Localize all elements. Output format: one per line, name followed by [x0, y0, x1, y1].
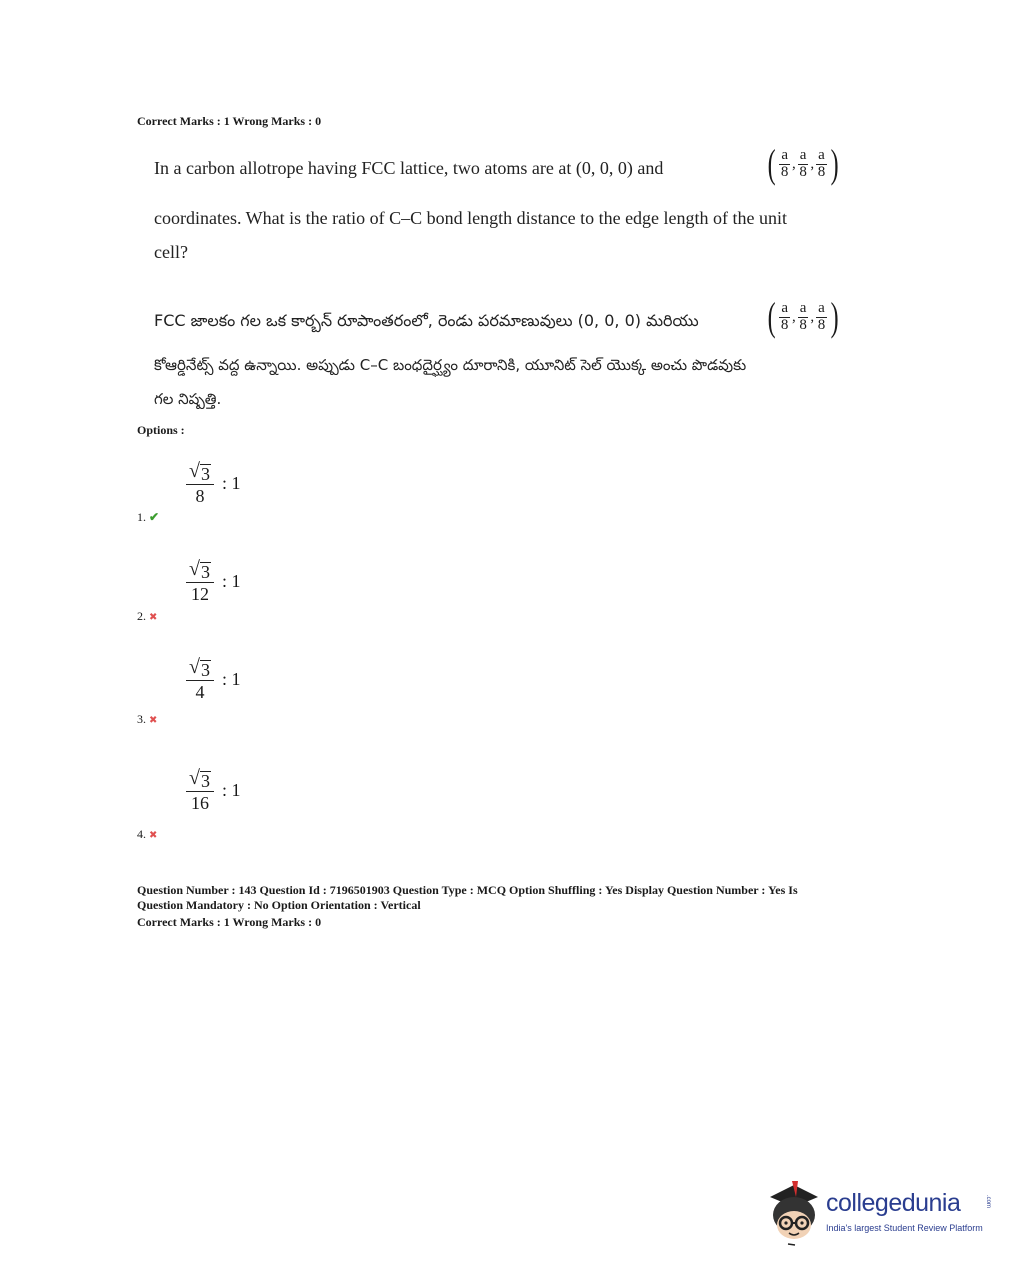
logo-dotcom: .com	[985, 1195, 991, 1209]
option-1-value: √ 3 8 : 1	[186, 460, 241, 507]
option-2-marker: 2. ✖	[137, 609, 158, 623]
collegedunia-logo[interactable]	[764, 1175, 994, 1250]
options-label: Options :	[137, 423, 185, 437]
option-4-marker: 4. ✖	[137, 827, 158, 841]
cross-icon: ✖	[149, 715, 158, 726]
option-2-value: √ 3 12 : 1	[186, 558, 241, 605]
question-english-line2: coordinates. What is the ratio of C–C bond length distance to the edge length of the unit	[154, 208, 788, 228]
logo-tagline: India's largest Student Review Platform	[826, 1223, 983, 1233]
next-question-marks: Correct Marks : 1 Wrong Marks : 0	[137, 915, 322, 929]
check-icon: ✔	[149, 510, 160, 524]
question-telugu-line3: గల నిష్పత్తి.	[154, 390, 222, 408]
cross-icon: ✖	[149, 612, 158, 623]
option-3-value: √ 3 4 : 1	[186, 656, 241, 703]
question-telugu-line1: FCC జాలకం గల ఒక కార్బన్ రూపాంతరంలో, రెండు పరమాణువులు (0, 0, 0) మరియు	[154, 311, 699, 330]
question-english-line3: cell?	[154, 242, 188, 262]
student-mascot-icon	[764, 1175, 824, 1250]
coordinate-fraction-te: ( $\frac{a}{8}$ , $\frac{a}{8}$ , $\frac{a}{8}$ )	[767, 294, 839, 339]
option-4-value: √ 3 16 : 1	[186, 767, 241, 814]
question-english-line1: In a carbon allotrope having FCC lattice, two atoms are at (0, 0, 0) and	[154, 158, 664, 178]
cross-icon: ✖	[149, 830, 158, 841]
next-question-info-line2: Question Mandatory : No Option Orientation : Vertical	[137, 898, 421, 912]
next-question-info-line1: Question Number : 143 Question Id : 7196501903 Question Type : MCQ Option Shuffling : Yes Display Question Number : Yes Is	[137, 883, 798, 897]
question-telugu-line2: కోఆర్డినేట్స్ వద్ద ఉన్నాయి. అప్పుడు C–C బంధదైర్ఘ్యం దూరానికి, యూనిట్ సెల్ యొక్క అంచు పొడవుకు	[154, 356, 747, 374]
logo-wordmark: collegedunia	[826, 1189, 961, 1217]
marks-header: Correct Marks : 1 Wrong Marks : 0	[137, 114, 322, 128]
option-3-marker: 3. ✖	[137, 712, 158, 726]
coordinate-fraction-en: ( $\frac{a}{8}$ , $\frac{a}{8}$ , $\frac{a}{8}$ )	[767, 141, 839, 186]
option-1-marker: 1. ✔	[137, 510, 160, 524]
